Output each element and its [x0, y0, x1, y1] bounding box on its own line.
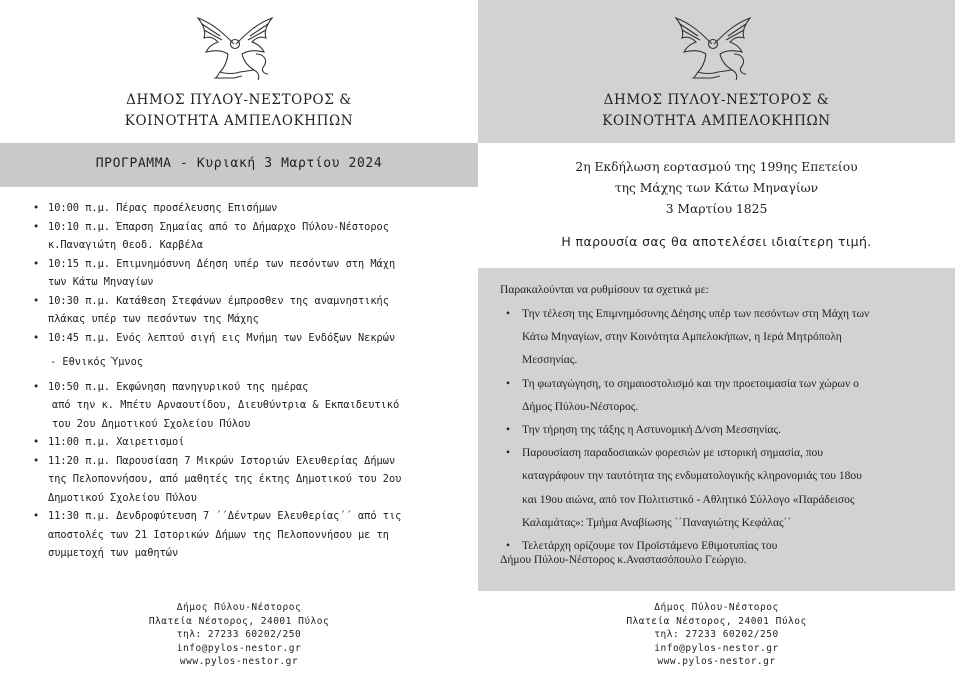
contact-footer: [0, 601, 478, 669]
schedule-line: από την κ. Μπέτυ Αρναουτίδου, Διευθύντρια & Εκπαιδευτικό: [52, 399, 400, 411]
bullet-icon: •: [33, 220, 40, 233]
notice-line: Τη φωταγώγηση, το σημαιοστολισμό και την προετοιμασία των χώρων ο: [522, 377, 859, 390]
anthem-item: [30, 353, 470, 372]
schedule-line: αποστολές των 21 Ιστορικών Δήμων της Πελοποννήσου με τη: [48, 528, 389, 541]
bullet-icon: •: [33, 380, 40, 393]
municipality-line-1: ΔΗΜΟΣ ΠΥΛΟΥ-ΝΕΣΤΟΡΟΣ &: [603, 92, 830, 108]
invitation-panel: [478, 0, 955, 675]
schedule-item: [30, 507, 470, 563]
notice-line: Κάτω Μηναγίων, στην Κοινότητα Αμπελοκήπων, η Ιερά Μητρόπολη: [522, 331, 842, 344]
schedule-line: 10:30 π.μ. Κατάθεση Στεφάνων έμπροσθεν της αναμνηστικής: [48, 294, 389, 307]
notice-item: [502, 442, 942, 535]
notice-item: [502, 373, 942, 419]
schedule-line: 11:00 π.μ. Χαιρετισμοί: [48, 436, 185, 448]
schedule-line: του 2ου Δημοτικού Σχολείου Πύλου: [52, 417, 251, 430]
notice-intro: Παρακαλούνται να ρυθμίσουν τα σχετικά με:: [500, 284, 709, 296]
event-title: [478, 157, 955, 220]
schedule-item: [30, 329, 470, 348]
footer-name: Δήμος Πύλου-Νέστορος: [176, 602, 302, 613]
anthem-line: - Εθνικός Ύμνος: [50, 356, 143, 368]
schedule-line: πλάκας υπέρ των πεσόντων της Μάχης: [48, 313, 259, 325]
contact-footer: [478, 601, 955, 669]
bullet-icon: •: [33, 202, 40, 214]
program-title-bar: [0, 143, 478, 187]
footer-website: www.pylos-nestor.gr: [179, 656, 299, 668]
schedule-line: 10:15 π.μ. Επιμνημόσυνη Δέηση υπέρ των πεσόντων στη Μάχη: [48, 257, 396, 270]
notice-list: [502, 303, 942, 558]
schedule-line: της Πελοποννήσου, από μαθητές της έκτης Δημοτικού του 2ου: [48, 473, 402, 485]
schedule-line: 10:50 π.μ. Εκφώνηση πανηγυρικού της ημέρας: [48, 380, 309, 393]
schedule-line: Δημοτικού Σχολείου Πύλου: [48, 491, 197, 504]
schedule-line: 11:30 π.μ. Δενδροφύτευση 7 ΄΄Δέντρων Ελευθερίας΄΄ από τις: [48, 510, 402, 522]
schedule-item: [30, 452, 470, 508]
bullet-icon: •: [33, 294, 40, 307]
municipality-name: [478, 90, 955, 132]
notice-tail: Δήμου Πύλου-Νέστορος κ.Αναστασόπουλο Γεώργιο.: [500, 554, 747, 566]
municipality-line-2: ΚΟΙΝΟΤΗΤΑ ΑΜΠΕΛΟΚΗΠΩΝ: [602, 113, 831, 129]
schedule-item: [30, 433, 470, 452]
schedule-line: των Κάτω Μηναγίων: [48, 276, 154, 288]
schedule-item: [30, 199, 470, 218]
municipality-name: [0, 90, 478, 132]
footer-phone: τηλ: 27233 60202/250: [176, 629, 302, 641]
bullet-icon: •: [506, 540, 511, 553]
municipality-line-1: ΔΗΜΟΣ ΠΥΛΟΥ-ΝΕΣΤΟΡΟΣ &: [126, 92, 352, 108]
schedule-line: συμμετοχή των μαθητών: [48, 547, 179, 559]
notice-line: Τελετάρχη ορίζουμε τον Προϊστάμενο Εθιμοτυπίας του: [522, 540, 778, 553]
bullet-icon: •: [506, 377, 511, 390]
schedule-item: [30, 218, 470, 255]
responsibilities-box: [478, 268, 955, 591]
schedule-line: 10:00 π.μ. Πέρας προσέλευσης Επισήμων: [48, 202, 278, 214]
right-header: [478, 0, 955, 143]
notice-line: Μεσσηνίας.: [522, 354, 578, 367]
schedule-item: [30, 292, 470, 329]
bullet-icon: •: [506, 424, 511, 437]
footer-name: Δήμος Πύλου-Νέστορος: [654, 602, 779, 613]
event-line-2: της Μάχης των Κάτω Μηναγίων: [614, 181, 819, 195]
notice-item: [502, 303, 942, 373]
footer-address: Πλατεία Νέστορος, 24001 Πύλος: [626, 615, 807, 627]
schedule-line: 11:20 π.μ. Παρουσίαση 7 Μικρών Ιστοριών Ελευθερίας Δήμων: [48, 454, 396, 467]
winged-sphinx-emblem-icon: [194, 14, 276, 84]
notice-line: καταγράφουν την ταυτότητα της ενδυματολογικής κληρονομιάς του 18ου: [522, 470, 862, 483]
notice-line: Δήμος Πύλου-Νέστορος.: [522, 400, 639, 413]
bullet-icon: •: [33, 436, 40, 448]
notice-line: Την τήρηση της τάξης η Αστυνομική Δ/νση Μεσσηνίας.: [522, 424, 781, 437]
municipality-line-2: ΚΟΙΝΟΤΗΤΑ ΑΜΠΕΛΟΚΗΠΩΝ: [124, 113, 354, 129]
event-line-1: 2η Εκδήλωση εορτασμού της 199ης Επετείου: [575, 160, 858, 174]
schedule-item: [30, 255, 470, 292]
notice-line: Παρουσίαση παραδοσιακών φορεσιών με ιστορική σημασία, που: [522, 447, 824, 460]
schedule-line: 10:45 π.μ. Ενός λεπτού σιγή εις Μνήμη των Ενδόξων Νεκρών: [48, 331, 396, 344]
footer-email: info@pylos-nestor.gr: [654, 642, 779, 654]
event-date: 3 Μαρτίου 1825: [665, 202, 768, 216]
left-header: [0, 0, 478, 143]
footer-website: www.pylos-nestor.gr: [657, 656, 776, 668]
schedule-item: [30, 378, 470, 434]
bullet-icon: •: [33, 454, 40, 467]
schedule-line: κ.Παναγιώτη Θεοδ. Καρβέλα: [48, 239, 203, 251]
bullet-icon: •: [506, 447, 511, 460]
bullet-icon: •: [506, 308, 511, 320]
honor-text: Η παρουσία σας θα αποτελέσει ιδιαίτερη τιμή.: [561, 234, 872, 249]
footer-phone: τηλ: 27233 60202/250: [654, 629, 779, 641]
bullet-icon: •: [33, 331, 40, 344]
bullet-icon: •: [33, 510, 40, 522]
notice-item: [502, 419, 942, 442]
schedule-list: [30, 199, 470, 563]
footer-email: info@pylos-nestor.gr: [176, 642, 302, 654]
notice-line: και 19ου αιώνα, από τον Πολιτιστικό - Αθλητικό Σύλλογο «Παράδεισος: [522, 493, 855, 506]
bullet-icon: •: [33, 257, 40, 270]
program-title: ΠΡΟΓΡΑΜΜΑ - Κυριακή 3 Μαρτίου 2024: [95, 156, 383, 171]
winged-sphinx-emblem-icon: [672, 14, 754, 84]
notice-line: Την τέλεση της Επιμνημόσυνης Δέησης υπέρ των πεσόντων στη Μάχη των: [522, 308, 870, 320]
schedule-line: 10:10 π.μ. Έπαρση Σημαίας από το Δήμαρχο Πύλου-Νέστορος: [48, 220, 389, 233]
notice-line: Καλαμάτας»: Τμήμα Αναβίωσης ΄΄Παναγιώτης Κεφάλας΄΄: [522, 516, 792, 529]
footer-address: Πλατεία Νέστορος, 24001 Πύλος: [148, 615, 330, 627]
